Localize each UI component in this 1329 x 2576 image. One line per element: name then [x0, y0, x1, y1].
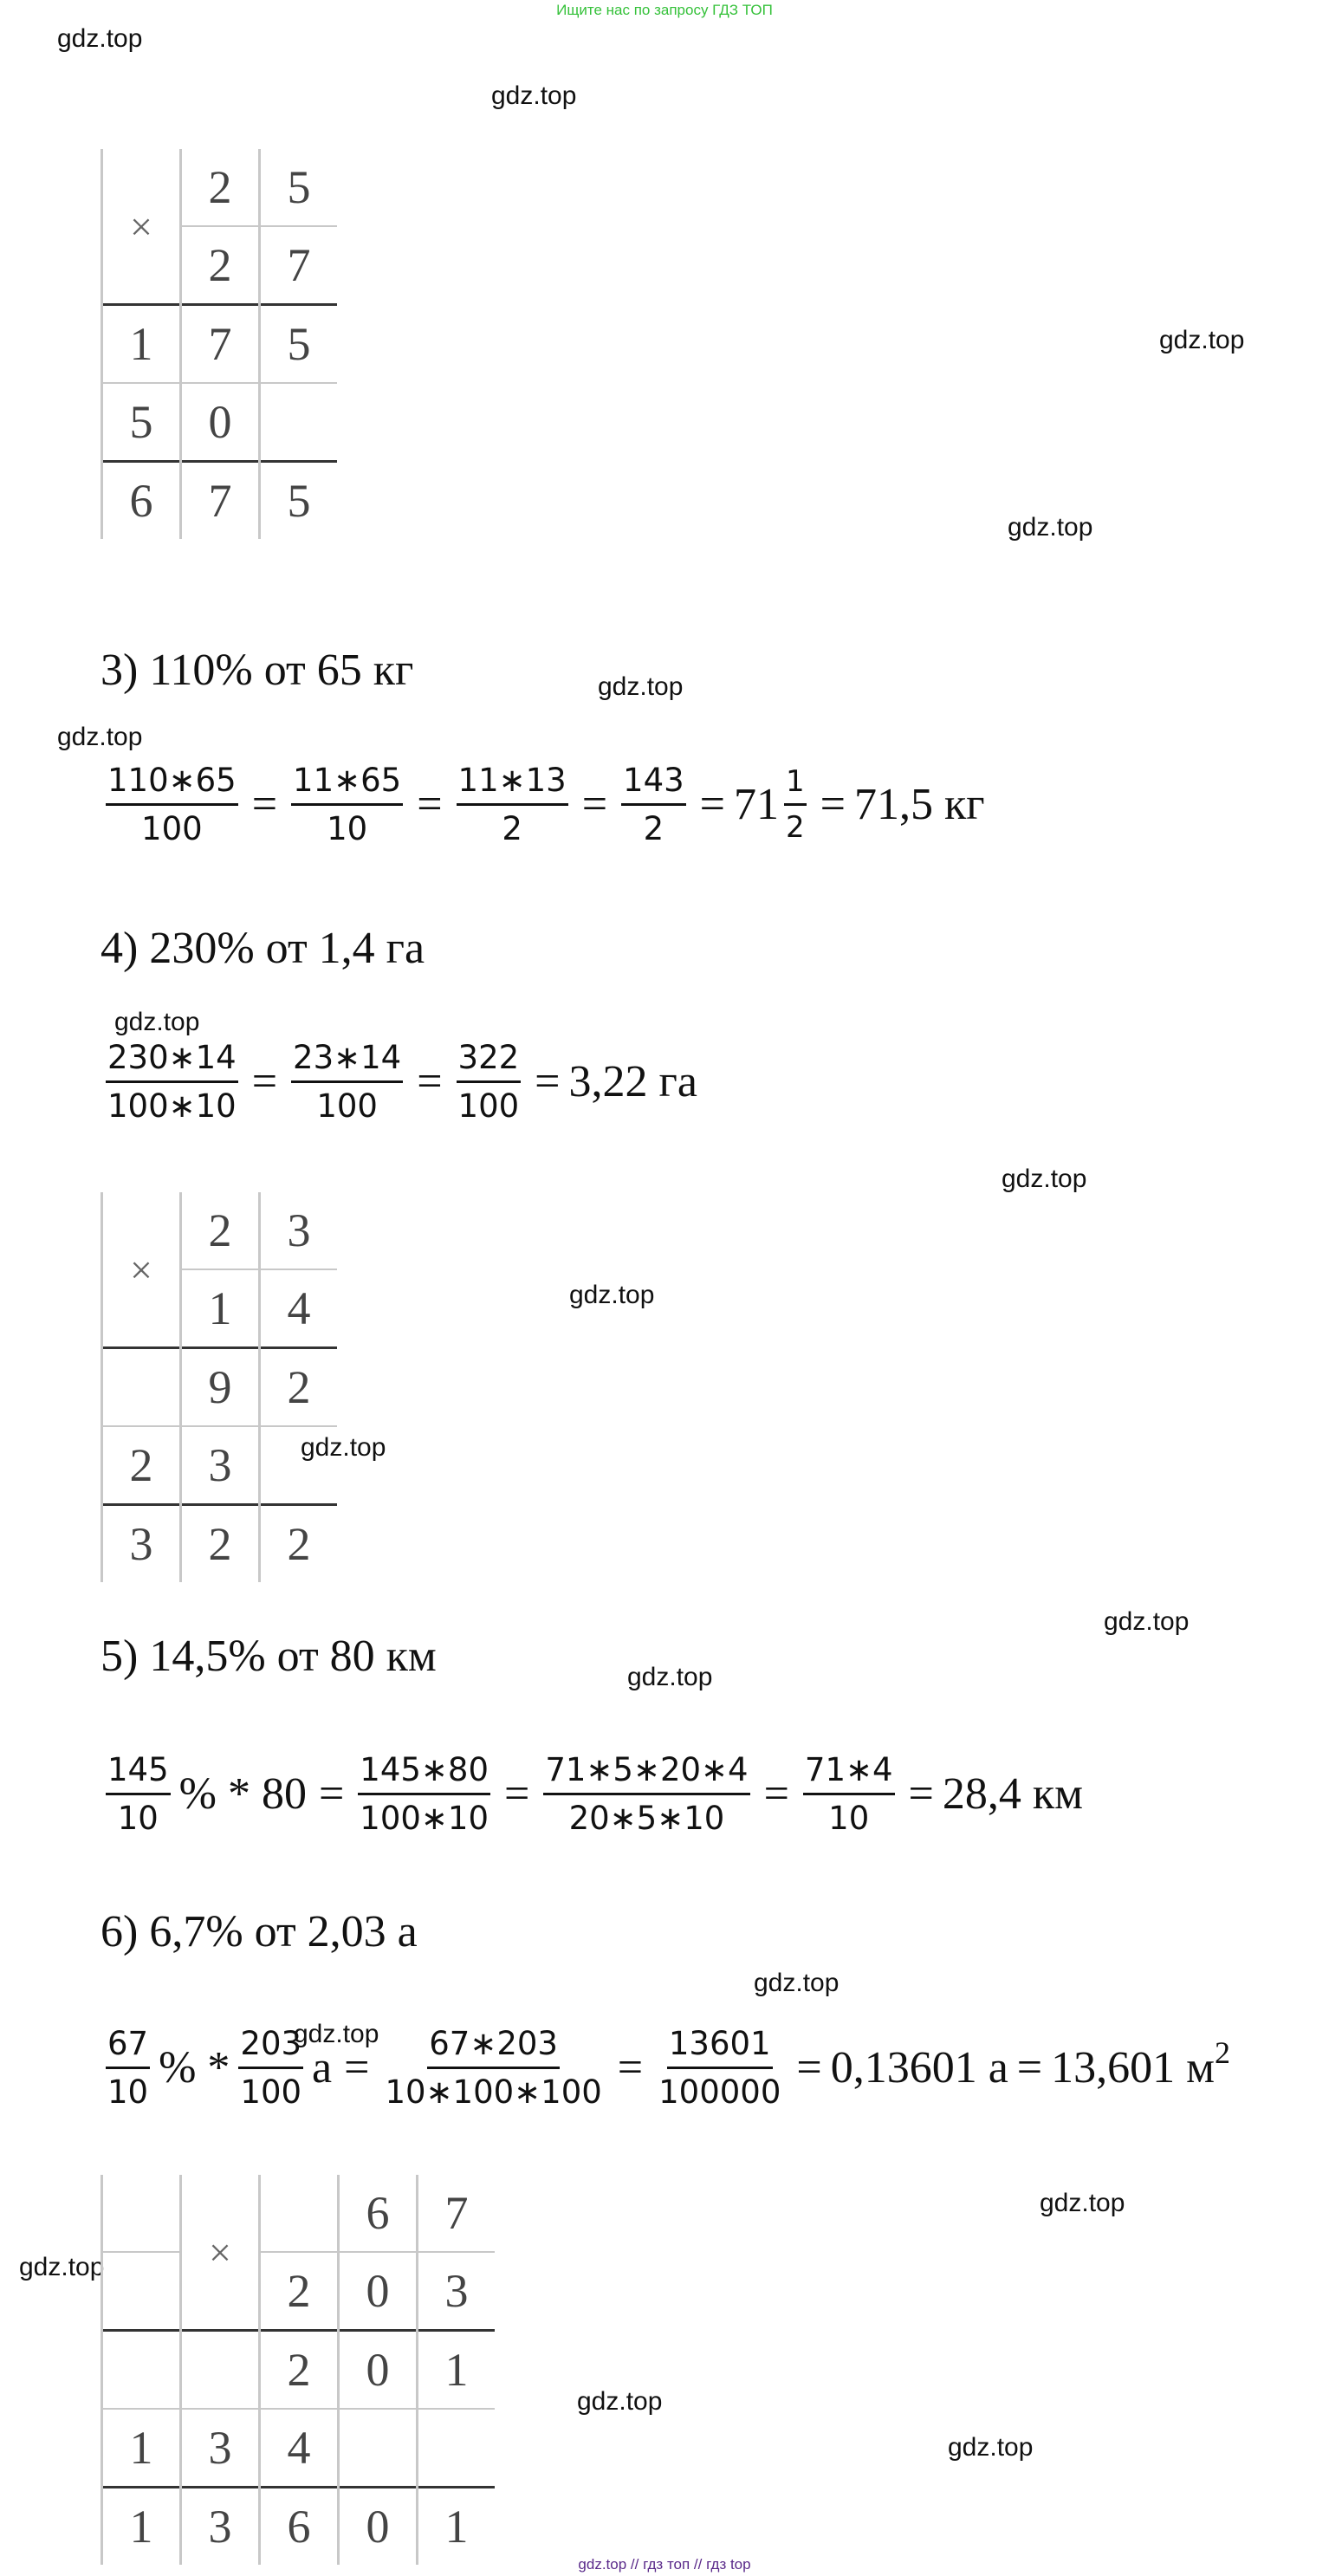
table-cell: 5 — [260, 462, 338, 540]
table-cell: 2 — [181, 149, 260, 226]
times-sign: × — [102, 1192, 181, 1348]
table-cell: 0 — [339, 2488, 418, 2566]
table-cell: 3 — [102, 1505, 181, 1583]
table-cell: 6 — [339, 2175, 418, 2252]
table-cell: 1 — [102, 2488, 181, 2566]
fraction: $\frac{71∗5∗20∗4}{20∗5∗10}$ — [545, 1751, 749, 1837]
watermark: gdz.top — [1104, 1607, 1190, 1636]
fraction: $\frac{11∗65}{10}$ — [293, 762, 402, 847]
watermark: gdz.top — [577, 2387, 663, 2416]
fraction: $\frac{71∗4}{10}$ — [804, 1751, 893, 1837]
multiplication-table-67x203 — [100, 2175, 495, 2565]
table-cell — [260, 1426, 338, 1505]
watermark: gdz.top — [754, 1969, 840, 1997]
watermark: gdz.top — [948, 2433, 1034, 2462]
table-cell: 1 — [418, 2331, 496, 2410]
table-cell — [102, 2252, 181, 2331]
fraction: $\frac{145∗80}{100∗10}$ — [360, 1751, 489, 1837]
fraction: $\frac{11∗13}{2}$ — [457, 762, 567, 847]
table-cell: 2 — [260, 1505, 338, 1583]
watermark: gdz.top — [598, 672, 684, 701]
table-cell: 1 — [181, 1269, 260, 1348]
watermark: gdz.top — [569, 1281, 655, 1309]
fraction: $\frac{145}{10}$ — [107, 1751, 169, 1837]
watermark: gdz.top — [294, 2020, 379, 2048]
table-cell: 4 — [260, 2409, 339, 2488]
fraction: $\frac{322}{100}$ — [457, 1039, 520, 1125]
fraction: $\frac{23∗14}{100}$ — [293, 1039, 402, 1125]
table-cell: 4 — [260, 1269, 338, 1348]
table-cell: 0 — [181, 383, 260, 462]
table-cell: 1 — [102, 305, 181, 384]
table-cell: 2 — [260, 1348, 338, 1427]
multiplication-table-25x27 — [100, 149, 337, 539]
task3-equation: $\frac{110∗65}{100}$ = $\frac{11∗65}{10}$ = $\frac{11∗13}{2}$ = $\frac{143}{2}$ = 71 $\frac{1}{2}$ = 71,5 кг — [107, 762, 985, 847]
times-sign: × — [181, 2175, 260, 2331]
watermark: gdz.top — [57, 24, 143, 53]
table-cell: 7 — [181, 305, 260, 384]
table-cell: 0 — [339, 2252, 418, 2331]
fraction: $\frac{67∗203}{10∗100∗100}$ — [385, 2025, 602, 2111]
table-cell: 0 — [339, 2331, 418, 2410]
table-cell — [260, 2175, 339, 2252]
table-cell: 5 — [260, 305, 338, 384]
fraction: $\frac{13601}{100000}$ — [658, 2025, 781, 2111]
watermark: gdz.top — [114, 1008, 200, 1036]
watermark: gdz.top — [491, 81, 577, 110]
table-cell: 5 — [102, 383, 181, 462]
table-cell: 2 — [181, 1505, 260, 1583]
table-cell: 2 — [260, 2331, 339, 2410]
table-cell — [181, 2331, 260, 2410]
table-cell — [260, 383, 338, 462]
task3-heading: 3) 110% от 65 кг — [100, 646, 414, 695]
table-cell: 6 — [102, 462, 181, 540]
watermark: gdz.top — [19, 2253, 105, 2281]
table-cell — [102, 2331, 181, 2410]
watermark: gdz.top — [1002, 1165, 1087, 1193]
table-cell: 7 — [181, 462, 260, 540]
table-cell: 2 — [102, 1426, 181, 1505]
table-cell: 7 — [418, 2175, 496, 2252]
task6-heading: 6) 6,7% от 2,03 а — [100, 1907, 418, 1956]
table-cell — [102, 1348, 181, 1427]
table-cell: 6 — [260, 2488, 339, 2566]
table-cell: 3 — [181, 1426, 260, 1505]
task4-heading: 4) 230% от 1,4 га — [100, 924, 425, 973]
watermark: gdz.top — [301, 1433, 386, 1462]
task4-equation: $\frac{230∗14}{100∗10}$ = $\frac{23∗14}{100}$ = $\frac{322}{100}$ = 3,22 га — [107, 1039, 697, 1125]
table-cell: 9 — [181, 1348, 260, 1427]
watermark: gdz.top — [1040, 2189, 1125, 2217]
table-cell: 1 — [418, 2488, 496, 2566]
watermark: gdz.top — [1159, 326, 1245, 354]
table-cell: 2 — [181, 226, 260, 305]
table-cell: 3 — [181, 2409, 260, 2488]
table-cell — [418, 2409, 496, 2488]
table-cell: 7 — [260, 226, 338, 305]
table-cell — [102, 2175, 181, 2252]
fraction: $\frac{110∗65}{100}$ — [107, 762, 237, 847]
table-cell: 3 — [181, 2488, 260, 2566]
fraction: $\frac{67}{10}$ — [107, 2025, 149, 2111]
fraction: $\frac{1}{2}$ — [786, 764, 805, 845]
multiplication-table-23x14 — [100, 1192, 337, 1582]
task5-equation: $\frac{145}{10}$ % * 80 = $\frac{145∗80}{100∗10}$ = $\frac{71∗5∗20∗4}{20∗5∗10}$ = $\frac{71∗4}{10}$ = 28,4 км — [107, 1751, 1084, 1837]
table-cell — [339, 2409, 418, 2488]
fraction: $\frac{143}{2}$ — [623, 762, 684, 847]
top-banner: Ищите нас по запросу ГДЗ ТОП — [556, 2, 773, 18]
times-sign: × — [102, 149, 181, 305]
table-cell: 3 — [418, 2252, 496, 2331]
task5-heading: 5) 14,5% от 80 км — [100, 1632, 437, 1681]
table-cell: 1 — [102, 2409, 181, 2488]
table-cell: 2 — [260, 2252, 339, 2331]
table-cell: 2 — [181, 1192, 260, 1269]
bottom-banner: gdz.top // гдз топ // гдз top — [578, 2556, 751, 2573]
table-cell: 3 — [260, 1192, 338, 1269]
fraction: $\frac{230∗14}{100∗10}$ — [107, 1039, 237, 1125]
watermark: gdz.top — [627, 1663, 713, 1691]
task6-equation: $\frac{67}{10}$ % * $\frac{203}{100}$ а = $\frac{67∗203}{10∗100∗100}$ = $\frac{13601}{100000}$ = 0,13601 а = 13,601 м 2 — [107, 2025, 1231, 2111]
watermark: gdz.top — [57, 723, 143, 751]
table-cell: 5 — [260, 149, 338, 226]
watermark: gdz.top — [1008, 513, 1093, 542]
fraction: $\frac{203}{100}$ — [240, 2025, 302, 2111]
